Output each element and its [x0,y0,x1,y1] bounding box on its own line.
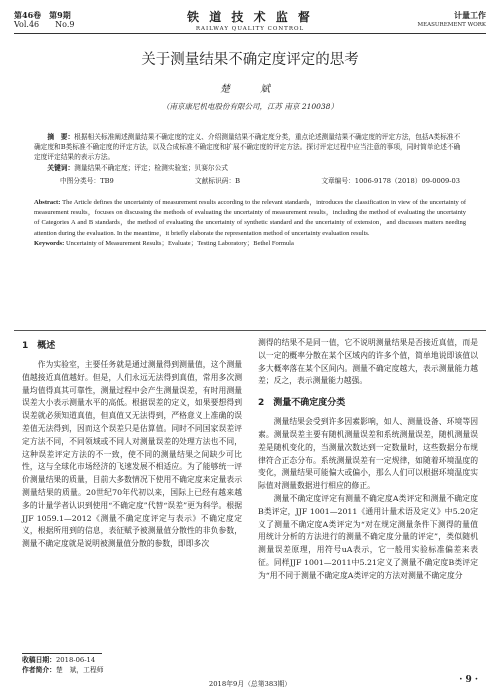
received-label: 收稿日期： [22,656,56,664]
section-1-paragraph: 作为实验室，主要任务就是通过测量得到测量值，这个测量值越接近真值越好。但是，人们永远无法得到真值，常用多次测量均值得真其可靠性，测量过程中会产生测量误差，有时用测量误差大小表示测量水平的高低。根据误差的定义，如果要想得到误差就必须知道真值，但真值又无法得到，严格意义上准确的误差值无法得到，因而这个误差只是估算值。同时不同国家误差评定方法不同，不同领域或不同人对测量误差的处理方法也不同，这种误差评定方法的不一致，使不同的测量结果之间缺少可比性，这与全球化市场经济的飞速发展不相适应。为了能够统一评价测量结果的质量，目前大多数情况下使用不确定度来定量表示测量结果的质量。20世纪70年代初以来，国际上已经有越来越多的计量学者认识到使用“不确定度”代替“误差”更为科学。根据JJF 1059.1—2012《测量不确定度评定与表示》不确定度定义，根据所用到的信息，表征赋予被测量值分散性的非负参数，测量不确定度就是说明被测量值分散的参数，即即多次 [22,360,242,549]
abstract-en-label: Abstract: [34,199,61,206]
article-number: 文章编号：1006-9178（2018）09-0009-03 [321,177,460,185]
column-en: MEASUREMENT WORK [417,22,486,28]
footnote-rule [22,653,102,654]
right-paragraph-2: 测量结果会受到许多因素影响，如人、测量设备、环境等因素。测量误差主要有随机测量误差和系统测量误差，随机测量误差是随机变化的，当测量次数达到一定数量时，这些数据分布规律符合正态分布。系统测量误差有一定规律，如随着环境温度的变化，测量结果可能偏大或偏小，那么人们可以根据环境温度实际值对测量数据进行相应的修正。 [258,417,478,491]
clc-number: 中图分类号：TB9 [60,177,114,185]
header-journal [150,8,350,32]
abstract-en-text: The Article defines the uncertainty of measurement results according to the relevant standards，introduces the classification in view of the uncertainty of measurement results，focuses on discussing the methods of evaluating the uncertainty of measurement results，including the method of evaluating the uncertainty of Categories A and B standards，the method of evaluating the uncertainty of synthetic standard and the uncertainty of extension，and discusses matters needing attention during the evaluation. In the meantime，it briefly elaborate the representation method of uncertainty evaluation results. [34,199,467,237]
journal-title-en: RAILWAY QUALITY CONTROL [195,26,305,32]
volume-cn: 第46卷 第9期 [14,10,71,20]
page-number: · 9 · [459,675,478,685]
volume-en: Vol.46 No.9 [14,20,75,29]
page-footer: 2018年9月（总第383期） [208,680,292,688]
section-1-heading: 1 概述 [22,341,56,351]
right-paragraph-1: 测得的结果不是同一值，它不说明测量结果是否接近真值，而是以一定的概率分散在某个区域内的许多个值，简单地说即该值以多大概率落在某个区间内。测量不确定度越大，表示测量能力越差；反之，表示测量能力越强。 [258,338,478,386]
abstract-cn-text: 根据相关标准阐述测量结果不确定度的定义、介绍测量结果不确定度分类，重点论述测量结果不确定度的评定方法，包括A类标准不确定度和B类标准不确定度的评定方法，以及合成标准不确定度和扩展不确定度的评定方法。探讨评定过程中应当注意的事项，同时简单论述不确定度评定结果的表示方法。 [34,133,461,162]
article-title: 关于测量结果不确定度评定的思考 [141,52,359,68]
document-code: 文献标识码：B [195,177,241,185]
abstract-en [34,198,466,249]
journal-title-cn: 铁 道 技 术 监 督 [187,10,313,24]
body-right-column [258,337,478,583]
author-name: 楚 斌 [220,84,280,95]
footnote [22,656,104,675]
keywords-cn: 测量结果不确定度；评定；检测实验室；贝赛尔公式 [74,163,228,172]
right-paragraph-3: 测量不确定度评定有测量不确定度A类评定和测量不确定度B类评定，JJF 1001—2011《通用计量术语及定义》中5.20定义了测量不确定度A类评定为“对在规定测量条件下测得的量值用统计分析的方法进行的测量不确定度分量的评定”，类似随机测量误差原理，用符号uA表示，它一般用实验标准偏差来表征。同样JJF 1001—2011中5.21定义了测量不确定度B类评定为“用不同于测量不确定度A类评定的方法对测量不确定度分 [258,493,478,580]
column-cn: 计量工作 [454,10,486,20]
classification-row [60,175,460,185]
received-date: 2018-06-14 [55,656,96,664]
header-volume [14,10,74,30]
body-divider [14,330,486,331]
header-column [418,10,486,30]
author-info-label: 作者简介： [22,665,56,674]
section-2-heading: 2 测量不确定度分类 [258,398,346,409]
keywords-en: Uncertainty of Measurement Results；Evaluate；Testing Laboratory；Bethel Formula [65,239,294,247]
keywords-cn-label: 关键词： [47,163,75,172]
keywords-en-label: Keywords: [34,239,65,247]
abstract-cn-label: 摘 要： [47,133,75,141]
abstract-cn [34,132,466,173]
body-left-column [22,337,242,551]
author-affiliation: （南京康尼机电股份有限公司，江苏 南京 210038） [162,102,338,111]
header-rule [14,33,486,34]
author-info: 楚 斌，工程师 [55,665,104,674]
